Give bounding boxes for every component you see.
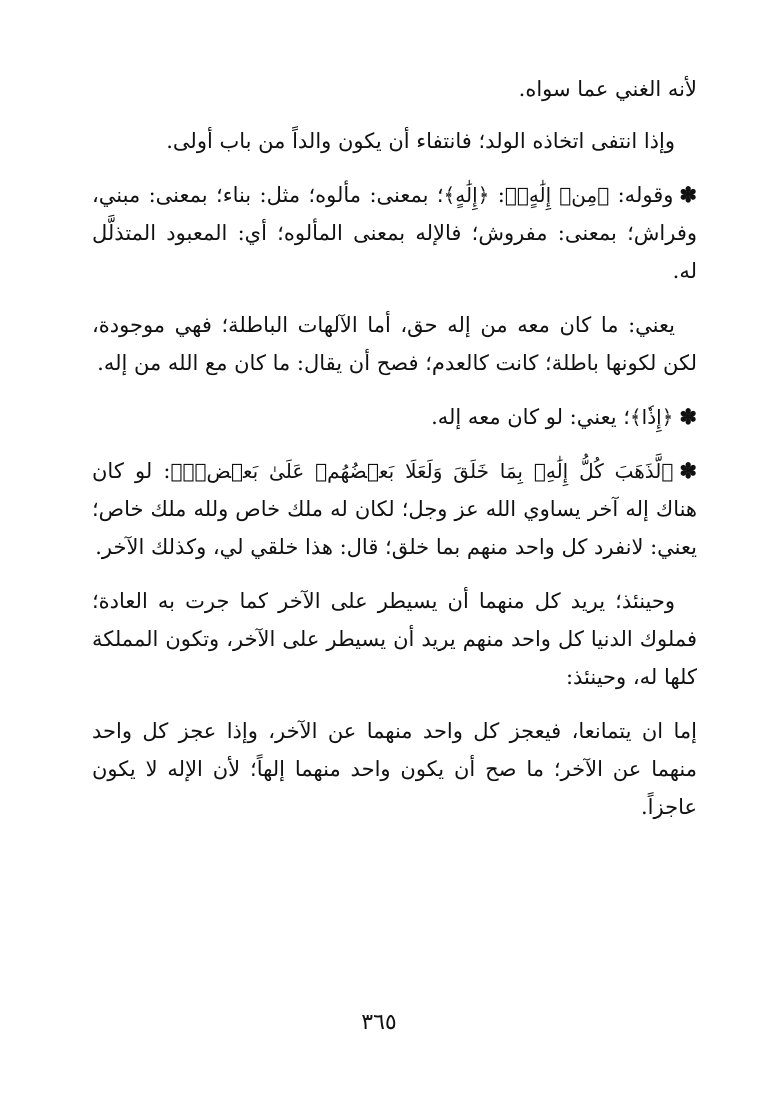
asterisk-marker-icon: ✽ bbox=[679, 404, 697, 429]
paragraph-8 bbox=[92, 712, 697, 826]
paragraph-7 bbox=[92, 582, 697, 696]
paragraph-6 bbox=[92, 452, 697, 566]
paragraph-3-start: وقوله: bbox=[609, 183, 674, 207]
paragraph-2-text: وإذا انتفى اتخاذه الولد؛ فانتفاء أن يكون والداً من باب أولى. bbox=[166, 129, 675, 153]
paragraph-1-text: لأنه الغني عما سواه. bbox=[518, 77, 697, 101]
quran-quote-2: ﴿إِلَٰهٍ﴾ bbox=[443, 183, 490, 207]
quran-quote-1: ﴿مِنۡ إِلَٰهٍۚ﴾ bbox=[504, 183, 610, 207]
paragraph-7-text: وحينئذ؛ يريد كل منهما أن يسيطر على الآخر كما جرت به العادة؛ فملوك الدنيا كل واحد منهم يريد أن يسيطر على الآخر، وتكون المملكة كلها له، وحينئذ: bbox=[92, 589, 697, 689]
quran-quote-4: ﴿لَّذَهَبَ كُلُّ إِلَٰهِۭ بِمَا خَلَقَ وَلَعَلَا بَعۡضُهُمۡ عَلَىٰ بَعۡضٖۚ﴾ bbox=[170, 459, 674, 483]
paragraph-4-text: يعني: ما كان معه من إله حق، أما الآلهات الباطلة؛ فهي موجودة، لكن لكونها باطلة؛ كانت كالعدم؛ فصح أن يقال: ما كان مع الله من إله. bbox=[92, 313, 697, 375]
page-body bbox=[92, 70, 697, 842]
paragraph-2 bbox=[92, 122, 697, 160]
paragraph-4 bbox=[92, 306, 697, 382]
paragraph-8-text: إما ان يتمانعا، فيعجز كل واحد منهما عن الآخر، وإذا عجز كل واحد منهما عن الآخر؛ ما صح أن يكون واحد منهما إلهاً؛ لأن الإله لا يكون عاجزاً. bbox=[92, 719, 697, 819]
paragraph-6-end: : لو كان هناك إله آخر يساوي الله عز وجل؛ لكان له ملك خاص ولله ملك خاص؛ يعني: لانفرد كل واحد منهم بما خلق؛ قال: هذا خلقي لي، وكذلك الآخر. bbox=[92, 459, 697, 559]
paragraph-5-end: ؛ يعني: لو كان معه إله. bbox=[431, 405, 630, 429]
paragraph-1 bbox=[92, 70, 697, 108]
asterisk-marker-icon: ✽ bbox=[679, 182, 697, 207]
paragraph-5 bbox=[92, 398, 697, 436]
paragraph-3 bbox=[92, 176, 697, 290]
page-number: ٣٦٥ bbox=[361, 1010, 397, 1035]
paragraph-3-end: ؛ بمعنى: مألوه؛ مثل: بناء؛ بمعنى: مبني، وفراش؛ بمعنى: مفروش؛ فالإله بمعنى المألوه؛ أي: المعبود المتذلَّل له. bbox=[92, 183, 697, 283]
asterisk-marker-icon: ✽ bbox=[679, 458, 697, 483]
quran-quote-3: ﴿إِذٗا﴾ bbox=[629, 405, 674, 429]
paragraph-3-mid: : bbox=[489, 183, 505, 207]
